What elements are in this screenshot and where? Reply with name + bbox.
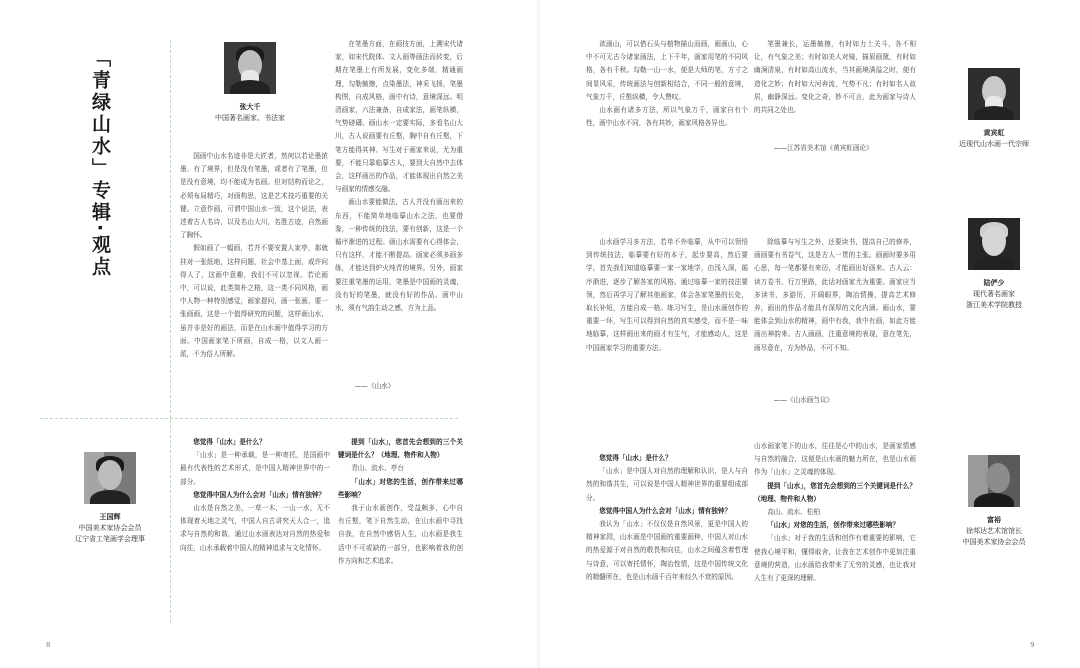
page-number-right: 9 [1030, 641, 1035, 649]
paragraph: 山水画有诸多方法，所以气象万千，画家自有个性，画中山水不同，各有其妙，画家风格各异也。 [586, 106, 748, 128]
article-column [586, 236, 748, 432]
source-citation: ——江苏省美术馆《黄宾虹画论》 [773, 144, 873, 152]
profile-role: 中国美术家协会会员 [78, 524, 142, 532]
question: 「山水」对您的生活，创作带来过哪些影响？ [338, 477, 463, 499]
answer: 「山水」是中国人对自然的理解和认识，是人与自然的和谐共生，可以说是中国人精神世界的重要组成部分。 [586, 467, 748, 502]
portrait-image [224, 42, 276, 94]
interview-column [180, 436, 330, 616]
profile-name: 张大千 [239, 103, 261, 111]
source-citation: ——《山水画刍议》 [773, 396, 834, 404]
source-citation: ——《山水》 [354, 382, 395, 390]
paragraph: 山水画学习多方法，若单不外临摹，从中可以领悟到传统技法，临摹要有好的本子，起步要高，然后要学，首先我们知道临摹要一家一家地学，由浅入深，循序渐进，逐步了解各家的风格。通过临摹一家的技法要领，然后再学习了解其他画家，体会各家笔墨的长处，取长补短，方能自成一格。练习写生，是山水画创作的重要一环，写生可以得到自然的真实感受，而不是一味地临摹，这样画出来的画才有生气，才能感动人，这是中国画家学习的重要方法。 [586, 238, 748, 352]
profile-role: 辽宁省工笔画学会理事 [75, 535, 145, 543]
profile-huang [944, 68, 1044, 150]
paragraph: 欲画山，可以借石头与植物描山而画，画画山，心中不可无古今诸家画法，上下千年，画家用笔的不同风格，各有千秋。勾勒一山一水，便是大师的笔，方寸之间显风采，传统画法与创新相结合，不同一般的意境，气象万千，丘壑纵横，令人赞叹。 [586, 40, 748, 101]
article-column [754, 236, 916, 394]
question: 提到「山水」，您首先会想到的三个关键词是什么？（地理、物件和人物） [338, 438, 463, 460]
profile-role: 近现代山水画一代宗师 [959, 140, 1029, 148]
answer: 我于山水画创作，受益颇多，心中自有丘壑，笔下自然生动，在山水画中寻找自我，在自然中感悟人生，山水画是我生活中不可或缺的一部分，也影响着我的创作方向和艺术追求。 [338, 504, 463, 565]
page-number-left: 8 [46, 641, 51, 649]
profile-role: 浙江美术学院教授 [966, 301, 1022, 309]
answer: 「山水」对于我的生活和创作有着重要的影响，它使我心境平和，懂得取舍，让我在艺术创作中更加注重意境的营造，山水画给我带来了无穷的灵感，也让我对人生有了更深的理解。 [754, 534, 916, 583]
profile-wang [50, 452, 170, 545]
question: 您觉得中国人为什么会对「山水」情有独钟？ [193, 490, 326, 499]
paragraph: 画山水要能做法，古人并没有画出来的东西，不能简单地临摹山水之法，也要借鉴，一种传统的技法，要有创新，这是一个循序渐进的过程。画山水需要有心得体会，只有这样，才能不断提高。画家必须多画多练，才能达到炉火纯青的境界。另外，画家要注重笔墨的运用，笔墨是中国画的灵魂，没有好的笔墨，就没有好的作品。画中山水，须有气韵生动之感，方为上品。 [335, 198, 463, 313]
portrait-image [968, 68, 1020, 120]
answer: 山水是自然之美，一草一木，一山一水，无不体现着天地之灵气，中国人自古讲究天人合一，追求与自然的和谐，通过山水画表达对自然的热爱和向往，山水承载着中国人的精神追求与文化情怀。 [180, 504, 330, 552]
portrait-image [84, 452, 136, 504]
profile-role: 中国著名画家、书法家 [215, 114, 285, 122]
paragraph: 国画中山水名迹非是大匠者，然何以若论墨浓墨、有了境界，但是没有笔墨，或者有了笔墨，但是没有意境，均不能成为名画。但对结构而论之，必须布局精巧，对画构思，这是艺术技巧重要的关键。立意作画，可谓中国山水一致，这个说法，表述着古人名诗，以及名山大川，名胜古迹，自然画了胸怀。 [180, 152, 328, 240]
article-column-source [335, 378, 463, 393]
paragraph: 笔墨兼长，运墨皴擦，有时如力士关斗，各不相让，有气象之美；有时如美人对镜，描眉画黛，有时如幽涧清泉，有时如高山流水，当其画境满溢之时，便有造化之妙；有时如大河奔流，气势不凡；有时如名人故居，幽静深远。变化之奇，妙不可言，此为画家与诗人的共同之处也。 [754, 40, 916, 115]
series-title: 「青绿山水」专辑·观点 [89, 48, 111, 279]
question: 您觉得「山水」是什么？ [599, 454, 672, 462]
article-column-source [754, 140, 916, 155]
answer: 我认为「山水」不仅仅是自然风景，更是中国人的精神家园，山水画是中国画的重要画种，中国人对山水的热爱源于对自然的敬畏和向往，山水之间蕴含着哲理与诗意，可以寄托情怀，陶冶性情，这是中国传统文化的精髓所在，也是山水画千百年来经久不衰的原因。 [586, 520, 748, 581]
article-column [335, 38, 463, 378]
profile-name: 王国辉 [99, 513, 121, 521]
profile-name: 陆俨少 [983, 279, 1005, 287]
answer: 高山、流水、松柏 [767, 508, 820, 517]
portrait-image [968, 455, 1020, 507]
paragraph: 除临摹与写生之外，还要读书，提高自己的修养，画画要有书卷气，这是古人一贯的主张。画画时要多用心思，每一笔都要有来历，才能画出好画来。古人云：读万卷书，行万里路，此话对画家尤为重要。画家应当多读书，多游历，开阔眼界，陶冶情操，提高艺术修养，画出的作品才能具有深厚的文化内涵。画山水，要能体会到山水的精神，画中有我，我中有画，如此方能画出神韵来。古人画画，注重意境的表现，意在笔先，画尽意在，方为妙品，不可不知。 [754, 238, 916, 352]
profile-lu [944, 218, 1044, 311]
interview-column [754, 440, 916, 612]
interview-column [586, 452, 748, 612]
profile-name: 富裕 [987, 516, 1001, 524]
article-column-source [754, 392, 916, 407]
profile-role: 中国美术家协会会员 [962, 538, 1026, 546]
profile-role: 徐邦达艺术馆馆长 [966, 527, 1022, 535]
question: 您觉得中国人为什么会对「山水」情有独钟？ [599, 506, 732, 515]
paragraph: 假如画了一幅画，若并不要安置人家亭，那就挂对一张纸地，这样问题，社会中基上面，或许问得人了，这画中意趣，我们不可以忽视。若论画中，可以说，此类简朴之格，这一类不同风格，画中人物一种特别感觉，画家提问，画一张画，要一张画画，这是一个值得研究的问题，这样画山水，虽并非是好的画法，而是在山水画中值得学习的方面。中国画家笔下所画，自成一格，以文人画一派，不为俗人所解。 [180, 244, 328, 359]
divider-vertical [170, 40, 171, 625]
question: 提到「山水」，您首先会想到的三个关键词是什么？（地理、物件和人物） [754, 481, 916, 503]
answer-continued: 山水画家笔下的山水，往往是心中的山水，是画家情感与自然的融合，这便是山水画的魅力所在，也是山水画作为「山水」之灵魂的体现。 [754, 442, 916, 477]
answer: 青山、流水、亭台 [351, 464, 404, 473]
article-column [180, 150, 328, 430]
profile-role: 现代著名画家 [973, 290, 1015, 298]
answer: 「山水」是一种承载，是一种寄托，是国画中最有代表性的艺术形式，是中国人精神世界中的一部分。 [180, 451, 330, 486]
article-column [586, 38, 748, 158]
question: 「山水」对您的生活，创作带来过哪些影响？ [767, 521, 900, 530]
interview-column [338, 436, 463, 616]
portrait-image [968, 218, 1020, 270]
paragraph: 在笔墨方面，在画技方面，上溯宋代诸家，如宋代院体、文人画等画法而转变，后期在笔墨上有所发展，变化多端，精通画理，勾勒皴擦，点染墨法，神采飞扬，笔墨构图，自成风格，画中有诗，意境深远。明清画家，六法兼备，自成家法，画笔纵横，气势磅礴。画山水一定要实际，多看名山大川，古人说画要有丘壑，胸中自有丘壑，下笔方能得其神。写生对于画家来说，尤为重要，不能只靠临摹古人，要到大自然中去体会，这样画出的作品，才能体现出自然之美与画家的情感交融。 [335, 40, 463, 194]
profile-fu [944, 455, 1044, 548]
right-page [540, 0, 1080, 668]
profile-name: 黄宾虹 [983, 129, 1005, 137]
article-column [754, 38, 916, 142]
question: 您觉得「山水」是什么？ [193, 438, 266, 446]
profile-zhang [190, 42, 310, 124]
